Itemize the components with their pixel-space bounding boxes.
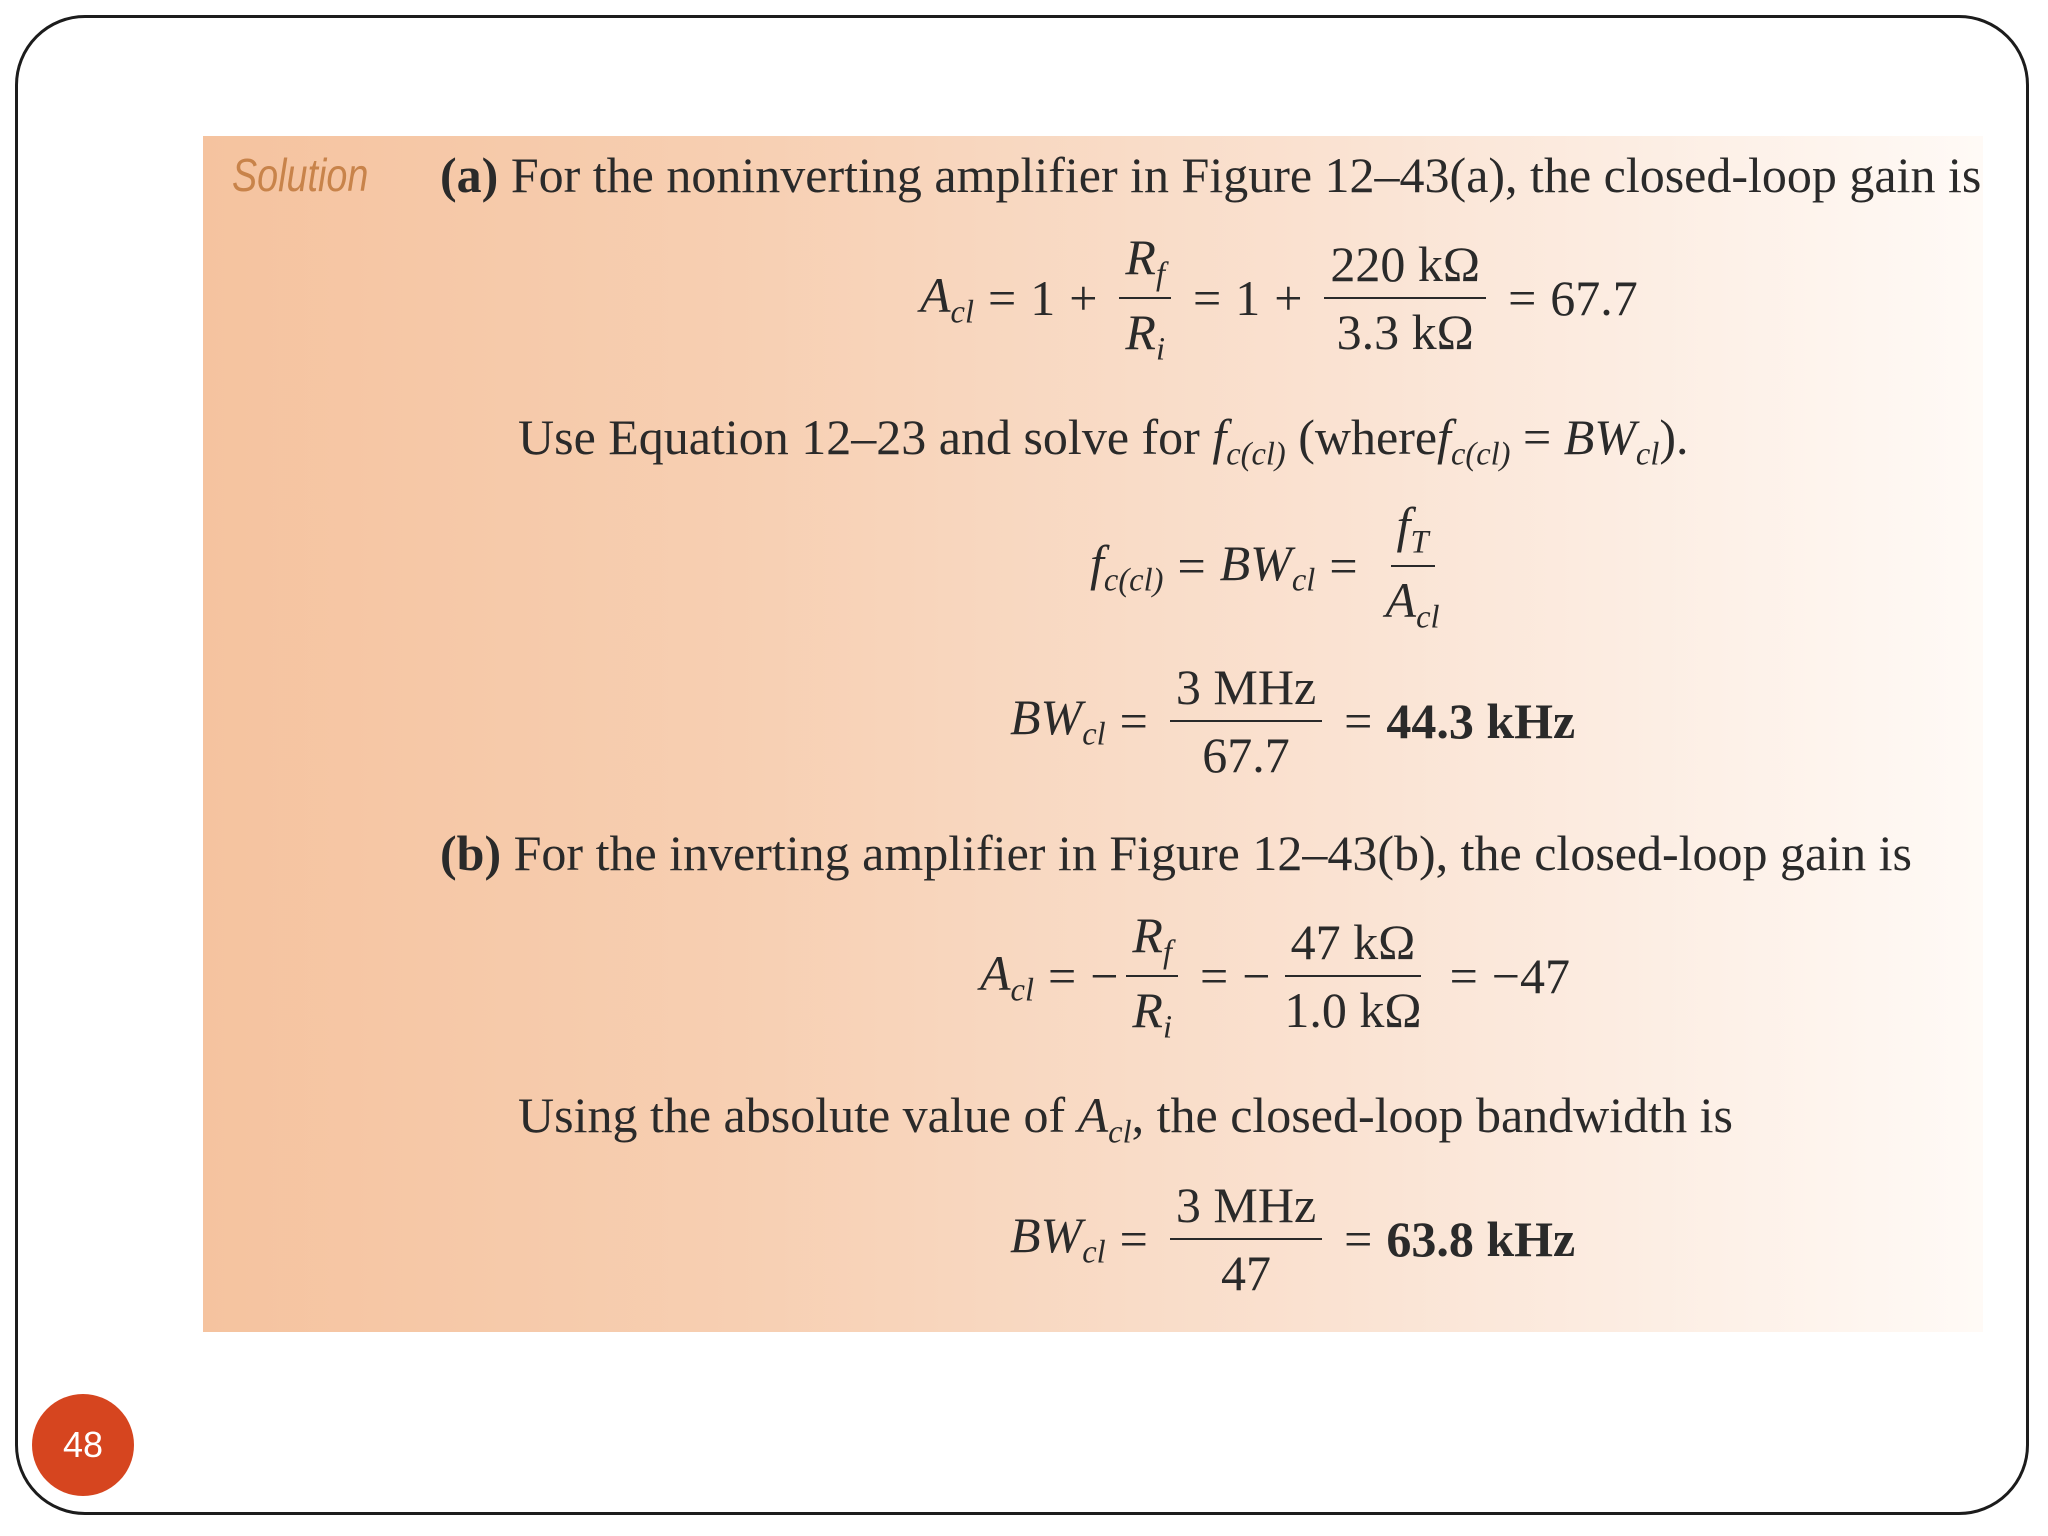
equals-sign: = [1193,270,1222,327]
fraction-bandwidth-b: $\frac{\text{3 MHz}}{47}$ [1170,1176,1322,1302]
equals-sign: = [1200,948,1229,1005]
equals-sign: = [988,270,1017,327]
equals-sign: = [1119,693,1148,749]
part-b-bandwidth-equation: $BW_{cl}$ = $\frac{\text{3 MHz}}{47}$ = 63.8 kHz [1010,1177,1576,1301]
use-equation-text: Use Equation 12–23 and solve for $f_{c(cl)}$ (wheref$_{c(cl)}$ = $BW_{cl}$). [518,409,1689,473]
fc-equation: $f_{c(cl)}$ = $BW_{cl}$ = $\frac{f_T}{A_{cl}}$ [1090,496,1454,637]
equals-sign: = [1508,270,1537,327]
page-number-badge: 48 [32,1394,134,1496]
minus-sign: − [1242,948,1271,1005]
minus-sign: − [1090,948,1119,1005]
bandwidth-b-result: 63.8 kHz [1386,1211,1576,1267]
part-b-gain-equation: $A_{cl}$ = − $\frac{R_f}{R_i}$ = − $\frac{47 k\Omega}{1.0 k\Omega}$ = −47 [980,907,1570,1046]
gain-a-lhs: $A_{cl}$ [920,266,975,331]
gain-b-result: −47 [1491,948,1570,1005]
fraction-rf-ri: $\frac{R_f}{R_i}$ [1119,228,1171,369]
bandwidth-a-result: 44.3 kHz [1386,693,1576,749]
equals-sign: = [1048,948,1077,1005]
fraction-ft-acl: $\frac{f_T}{A_{cl}}$ [1385,497,1440,636]
part-b-intro [440,824,1912,882]
equals-sign: = [1119,1211,1148,1267]
part-b-marker: (b) [440,825,502,881]
equals-sign: = [1329,538,1358,595]
gain-a-one: 1 [1235,270,1261,327]
absolute-value-text: Using the absolute value of $A_{cl}$, the closed-loop bandwidth is [518,1087,1733,1151]
part-a-marker: (a) [440,147,499,203]
equals-sign: = [1344,693,1373,749]
plus-sign: + [1069,270,1098,327]
part-a-gain-equation [920,228,1638,369]
equals-sign: = [1344,1211,1373,1267]
fraction-rf-ri: $\frac{R_f}{R_i}$ [1126,906,1178,1047]
equals-sign: = [1449,948,1478,1005]
fraction-resistor-values: $\frac{47 k\Omega}{1.0 k\Omega}$ [1284,914,1422,1039]
part-a-intro [440,146,1981,204]
gain-a-one: 1 [1030,270,1056,327]
fraction-bandwidth-a: $\frac{\text{3 MHz}}{67.7}$ [1170,658,1322,784]
fraction-resistor-values: $\frac{220 k\Omega}{3.3 k\Omega}$ [1324,235,1486,361]
gain-a-result: 67.7 [1550,270,1638,327]
part-a-intro-text: For the noninverting amplifier in Figure 12–43(a), the closed-loop gain is [510,147,1982,203]
solution-label: Solution [232,149,369,201]
part-a-bandwidth-equation: $BW_{cl}$ = $\frac{\text{3 MHz}}{67.7}$ = 44.3 kHz [1010,659,1576,783]
part-b-intro-text: For the inverting amplifier in Figure 12–43(b), the closed-loop gain is [513,825,1912,881]
plus-sign: + [1274,270,1303,327]
equals-sign: = [1177,538,1206,595]
